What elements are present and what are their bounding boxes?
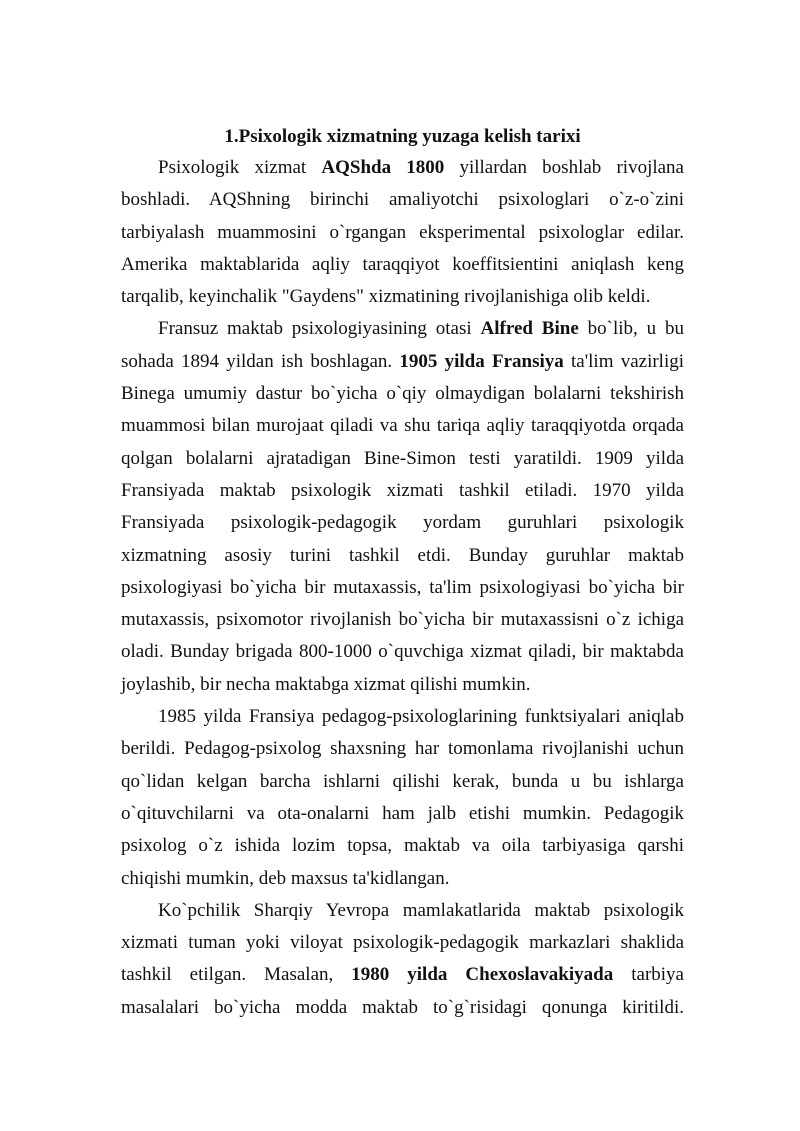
paragraph-1	[121, 152, 684, 313]
bold-span: 1980 yilda Chexoslavakiyada	[351, 964, 614, 986]
text-span: ta'lim vazirligi Binega umumiy dastur bo`yicha o`qiy olmaydigan bolalarni tekshirish muammosi bilan murojaat qiladi va shu tariqa aqliy taraqqiyotda orqada qolgan bolalarni ajratadigan Bine-Simon testi yaratildi. 1909 yilda Fransiyada maktab psixologik xizmati tashkil etiladi. 1970 yilda Fransiyada psixologik-pedagogik yordam guruhlari psixologik xizmatning asosiy turini tashkil etdi. Bunday guruhlar maktab psixologiyasi bo`yicha bir mutaxassis, ta'lim psixologiyasi bo`yicha bir mutaxassis, psixomotor rivojlanish bo`yicha bir mutaxassisni o`z ichiga oladi. Bunday brigada 800-1000 o`quvchiga xizmat qiladi, bir maktabda joylashib, bir necha maktabga xizmat qilishi mumkin.	[121, 350, 685, 695]
text-span: Fransuz maktab psixologiyasining otasi	[158, 318, 481, 340]
text-span: bo`lib, u bu sohada 1894 yildan ish boshlagan.	[121, 318, 684, 372]
bold-span: AQShda 1800	[321, 157, 445, 178]
bold-span: Alfred Bine	[480, 318, 579, 340]
paragraph-2	[121, 313, 684, 701]
paragraph-4	[121, 895, 684, 1024]
text-span: 1985 yilda Fransiya pedagog-psixologlarining funktsiyalari aniqlab berildi. Pedagog-psixolog shaxsning har tomonlama rivojlanishi uchun qo`lidan kelgan barcha ishlarni qilishi kerak, bunda u bu ishlarga o`qituvchilarni va ota-onalarni ham jalb etishi mumkin. Pedagogik psixolog o`z ishida lozim topsa, maktab va oila tarbiyasiga qarshi chiqishi mumkin, deb maxsus ta'kidlangan.	[121, 706, 684, 889]
text-span: Psixologik xizmat	[158, 157, 322, 178]
paragraph-3	[121, 701, 684, 895]
bold-span: 1905 yilda Fransiya	[399, 350, 564, 372]
page-title: 1.Psixologik xizmatning yuzaga kelish tarixi	[224, 126, 581, 147]
document-page	[121, 122, 684, 1024]
text-span: tarbiya masalalari bo`yicha modda maktab to`g`risidagi qonunga kiritildi.	[121, 964, 684, 1018]
text-span: yillardan boshlab rivojlana boshladi. AQShning birinchi amaliyotchi psixologlari o`z-o`zini tarbiyalash muammosini o`rgangan eksperimental psixologlar edilar. Amerika maktablarida aqliy taraqqiyot koeffitsientini aniqlash keng tarqalib, keyinchalik "Gaydens" xizmatining rivojlanishiga olib keldi.	[121, 157, 684, 308]
text-span: Ko`pchilik Sharqiy Yevropa mamlakatlarida maktab psixologik xizmati tuman yoki viloyat psixologik-pedagogik markazlari shaklida tashkil etilgan. Masalan,	[121, 899, 684, 986]
